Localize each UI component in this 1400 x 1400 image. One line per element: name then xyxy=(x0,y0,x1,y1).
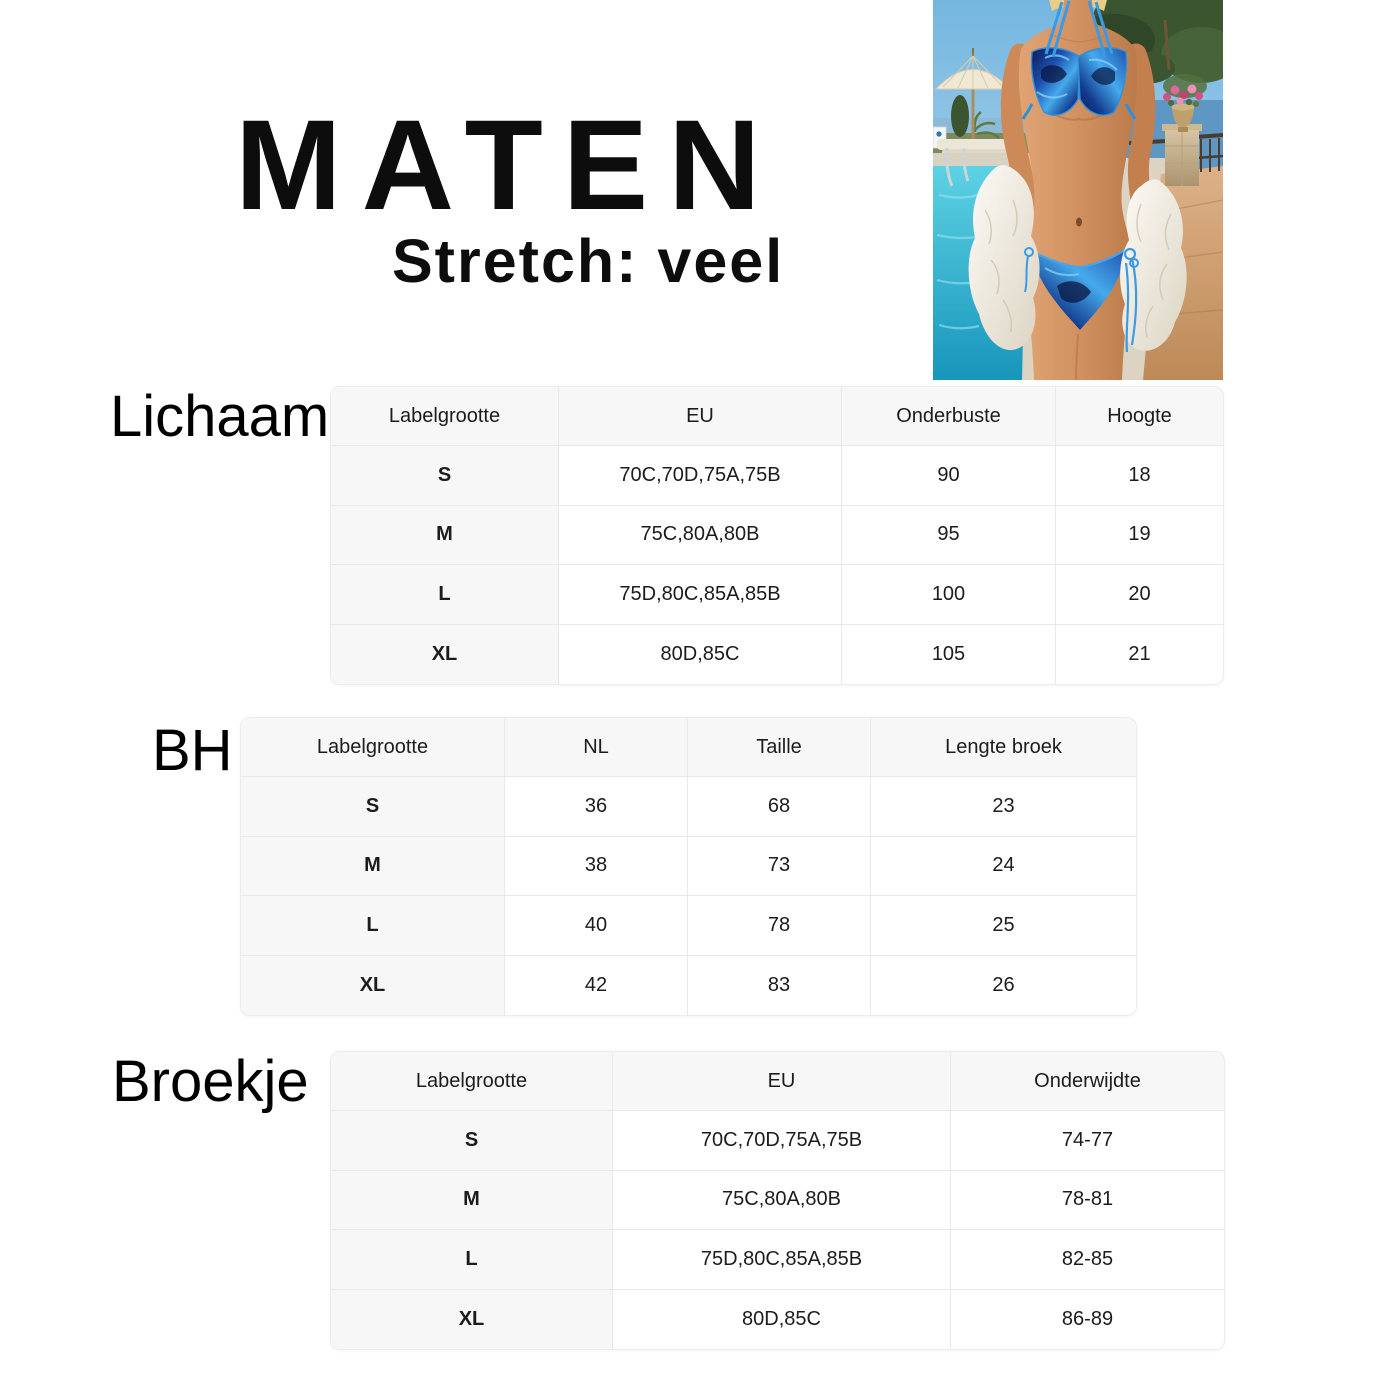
value-cell: 70C,70D,75A,75B xyxy=(613,1111,951,1170)
column-header: Lengte broek xyxy=(871,718,1136,777)
size-label-cell: XL xyxy=(331,1290,613,1349)
value-cell: 21 xyxy=(1056,625,1223,684)
size-label-cell: M xyxy=(331,1171,613,1230)
column-header: Onderbuste xyxy=(842,387,1056,446)
value-cell: 70C,70D,75A,75B xyxy=(559,446,842,505)
value-cell: 78-81 xyxy=(951,1171,1224,1230)
column-header: NL xyxy=(505,718,688,777)
size-label-cell: S xyxy=(331,446,559,505)
value-cell: 73 xyxy=(688,837,871,896)
value-cell: 20 xyxy=(1056,565,1223,624)
value-cell: 75D,80C,85A,85B xyxy=(559,565,842,624)
navel xyxy=(1076,218,1082,227)
value-cell: 19 xyxy=(1056,506,1223,565)
page-title: MATEN xyxy=(235,94,781,237)
section-label-lichaam: Lichaam xyxy=(110,384,330,449)
value-cell: 74-77 xyxy=(951,1111,1224,1170)
value-cell: 83 xyxy=(688,956,871,1015)
column-header: Onderwijdte xyxy=(951,1052,1224,1111)
size-label-cell: S xyxy=(331,1111,613,1170)
value-cell: 38 xyxy=(505,837,688,896)
value-cell: 90 xyxy=(842,446,1056,505)
bh-size-table xyxy=(240,717,1137,1016)
product-photo xyxy=(933,0,1223,380)
section-label-broekje: Broekje xyxy=(112,1049,309,1114)
lichaam-size-table xyxy=(330,386,1224,685)
value-cell: 78 xyxy=(688,896,871,955)
column-header: Hoogte xyxy=(1056,387,1223,446)
size-label-cell: S xyxy=(241,777,505,836)
column-header: Taille xyxy=(688,718,871,777)
size-label-cell: L xyxy=(241,896,505,955)
size-label-cell: L xyxy=(331,565,559,624)
value-cell: 26 xyxy=(871,956,1136,1015)
page-subtitle: Stretch: veel xyxy=(392,227,785,295)
size-label-cell: XL xyxy=(241,956,505,1015)
size-label-cell: L xyxy=(331,1230,613,1289)
section-label-bh: BH xyxy=(152,718,233,783)
value-cell: 105 xyxy=(842,625,1056,684)
value-cell: 68 xyxy=(688,777,871,836)
broekje-size-table xyxy=(330,1051,1225,1350)
value-cell: 86-89 xyxy=(951,1290,1224,1349)
value-cell: 75D,80C,85A,85B xyxy=(613,1230,951,1289)
value-cell: 25 xyxy=(871,896,1136,955)
value-cell: 80D,85C xyxy=(559,625,842,684)
value-cell: 23 xyxy=(871,777,1136,836)
size-label-cell: XL xyxy=(331,625,559,684)
column-header: EU xyxy=(613,1052,951,1111)
value-cell: 36 xyxy=(505,777,688,836)
value-cell: 24 xyxy=(871,837,1136,896)
column-header: Labelgrootte xyxy=(331,387,559,446)
size-label-cell: M xyxy=(241,837,505,896)
value-cell: 95 xyxy=(842,506,1056,565)
value-cell: 75C,80A,80B xyxy=(613,1171,951,1230)
size-label-cell: M xyxy=(331,506,559,565)
value-cell: 80D,85C xyxy=(613,1290,951,1349)
value-cell: 75C,80A,80B xyxy=(559,506,842,565)
cypress-tree xyxy=(951,95,969,137)
column-header: EU xyxy=(559,387,842,446)
value-cell: 100 xyxy=(842,565,1056,624)
column-header: Labelgrootte xyxy=(241,718,505,777)
value-cell: 18 xyxy=(1056,446,1223,505)
column-header: Labelgrootte xyxy=(331,1052,613,1111)
value-cell: 40 xyxy=(505,896,688,955)
value-cell: 42 xyxy=(505,956,688,1015)
value-cell: 82-85 xyxy=(951,1230,1224,1289)
